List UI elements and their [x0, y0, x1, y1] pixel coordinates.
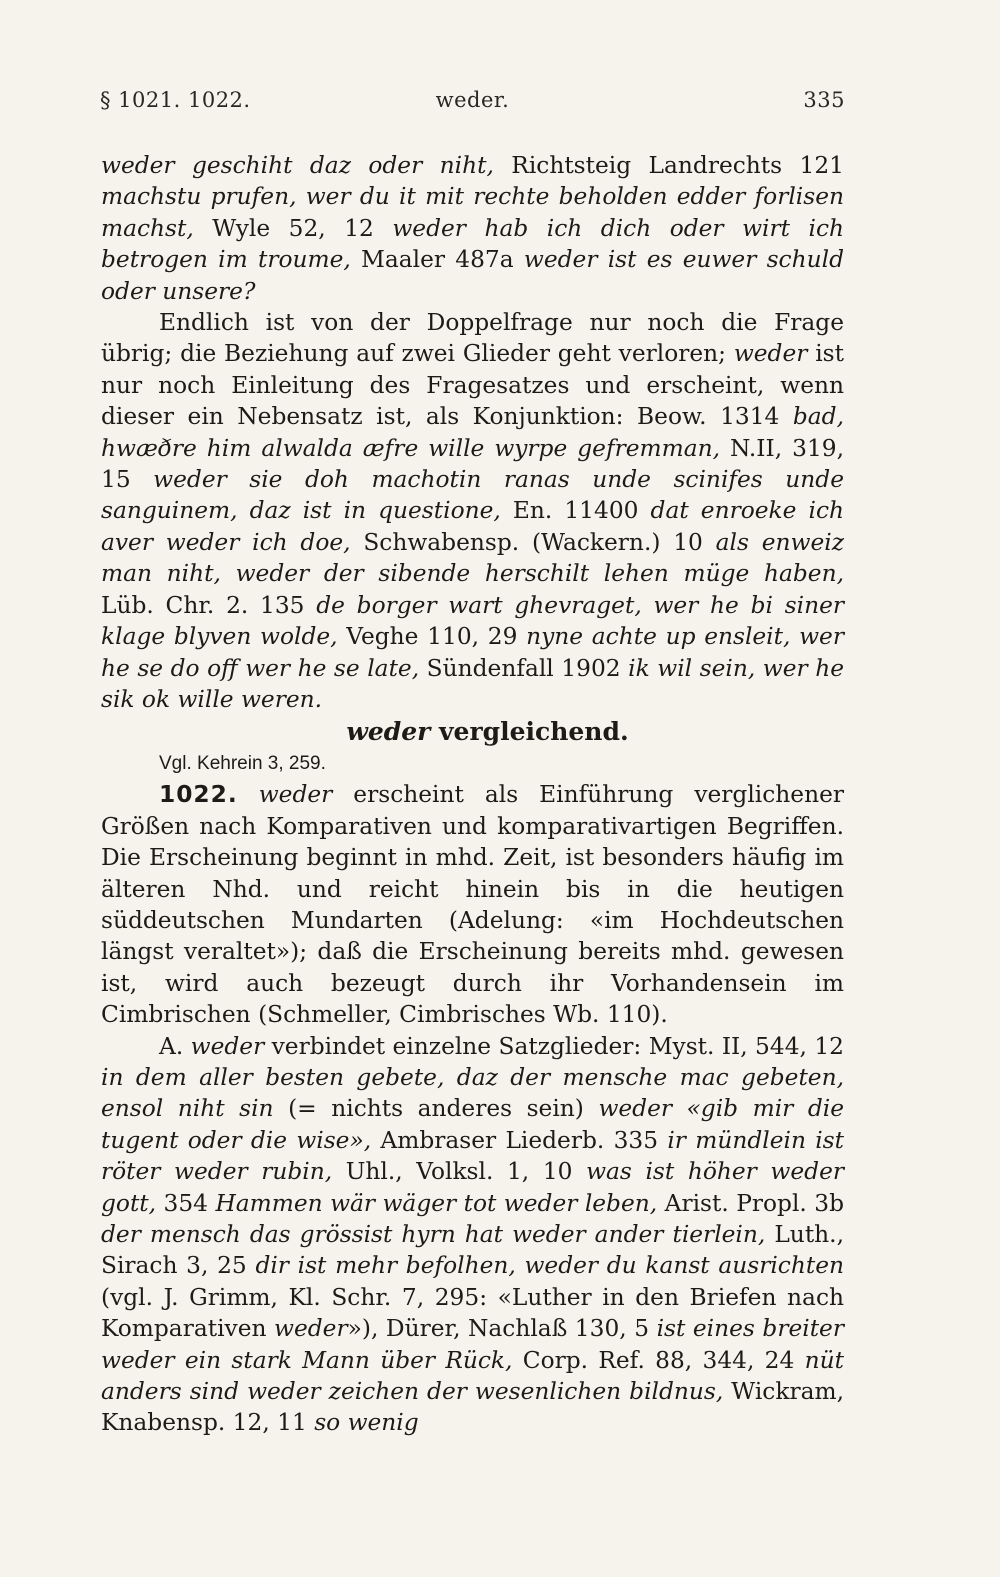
italic-run: weder	[258, 781, 333, 809]
italic-run: weder	[733, 340, 808, 368]
body-text	[101, 150, 844, 1439]
reference-note: Vgl. Kehrein 3, 259.	[159, 753, 326, 775]
italic-run: als enweiz man niht, weder der sibende herschilt lehen müge haben,	[101, 528, 845, 588]
italic-run: weder «gib mir die tugent oder die wise»,	[101, 1095, 844, 1154]
text-run: Wickram, Knabensp. 12, 11	[101, 1378, 844, 1437]
italic-run: machstu prufen, wer du it mit rechte beholden edder forlisen machst,	[101, 183, 844, 242]
italic-run: der mensch das grössist hyrn hat weder ander tierlein,	[101, 1221, 766, 1248]
italic-run: ist eines breiter weder ein stark Mann über Rück,	[101, 1315, 844, 1374]
paragraph-1022	[101, 779, 844, 1030]
text-run: Richtsteig Landrechts 121	[493, 152, 844, 179]
text-run: Ambraser Liederb. 335	[371, 1126, 668, 1154]
text-run: Corp. Ref. 88, 344, 24	[512, 1346, 805, 1374]
text-run: Wyle 52, 12	[193, 214, 393, 242]
text-run: En. 11400	[500, 497, 651, 525]
running-head	[100, 88, 845, 112]
section-heading	[101, 715, 844, 749]
section-range: § 1021. 1022.	[100, 88, 251, 112]
italic-run: ir mündlein ist röter weder rubin,	[101, 1126, 845, 1186]
paragraph-examples	[101, 150, 844, 307]
italic-run: de borger wart ghevraget, wer he bi siner klage blyven wolde,	[101, 591, 845, 651]
text-run: Arist. Propl. 3b	[657, 1189, 844, 1217]
italic-run: ik wil sein, wer he sik ok wille weren.	[101, 654, 844, 713]
paragraph-conjunction	[101, 307, 844, 715]
text-run	[238, 781, 259, 808]
text-run: Luth., Sirach 3, 25	[101, 1221, 844, 1280]
italic-run: weder	[274, 1315, 348, 1343]
page-keyword: weder.	[435, 88, 510, 112]
text-run: N.II, 319, 15	[101, 434, 844, 494]
italic-run: nyne achte up ensleit, wer he se do off wer he se late,	[101, 623, 844, 682]
text-run: ist nur noch Einleitung des Fragesatzes und erscheint, wenn dieser ein Nebensatz ist, als Konjunktion: Beow. 1314	[101, 340, 844, 431]
italic-run: dat enroeke ich aver weder ich doe,	[101, 497, 845, 556]
text-run: Lüb. Chr. 2. 135	[101, 591, 317, 619]
italic-run: weder	[190, 1032, 265, 1060]
italic-run: weder sie doh machotin ranas unde scinifes unde sanguinem, daz ist in questione,	[101, 466, 844, 525]
section-number: 1022.	[159, 781, 238, 809]
italic-run: weder geschiht daz oder niht,	[101, 152, 494, 179]
italic-run: in dem aller besten gebete, daz der mensche mac gebeten, ensol niht sin	[101, 1063, 844, 1123]
text-run: Uhl., Volksl. 1, 10	[332, 1158, 587, 1186]
text-run: Endlich ist von der Doppelfrage nur noch die Frage übrig; die Beziehung auf zwei Glieder geht verloren;	[101, 309, 844, 368]
italic-run: weder ist es euwer schuld oder unsere?	[101, 246, 844, 305]
page-number: 335	[803, 88, 845, 112]
text-run: (= nichts anderes sein)	[273, 1095, 599, 1123]
italic-run: was ist höher weder gott,	[101, 1158, 844, 1217]
italic-run: Hammen wär wäger tot weder leben,	[215, 1189, 658, 1217]
text-run: »), Dürer, Nachlaß 130, 5	[347, 1315, 657, 1343]
paragraph-a	[101, 1031, 844, 1439]
text-run: erscheint als Einführung verglichener Größen nach Komparativen und komparativartigen Begriffen. Die Erscheinung beginnt in mhd. Zeit, ist besonders häufig im älteren Nhd. und reicht hinein bis in die heutigen süddeutschen Mundarten (Adelung: «im Hochdeutschen längst veraltet»); daß die Erscheinung bereits mhd. gewesen ist, wird auch bezeugt durch ihr Vorhandensein im Cimbrischen (Schmeller, Cimbrisches Wb. 110).	[101, 781, 844, 1029]
text-run: 354	[156, 1189, 216, 1217]
italic-run: weder hab ich dich oder wirt ich betrogen im troume,	[101, 214, 844, 274]
italic-run: bad, hwæðre him alwalda æfre wille wyrpe gefremman,	[101, 403, 844, 462]
italic-run: dir ist mehr befolhen, weder du kanst ausrichten	[255, 1252, 844, 1280]
italic-run: so wenig	[314, 1409, 419, 1437]
heading-italic: weder	[346, 717, 431, 747]
text-run: verbindet einzelne Satzglieder: Myst. II, 544, 12	[264, 1032, 844, 1060]
italic-run: nüt anders sind weder zeichen der wesenlichen bildnus,	[101, 1346, 844, 1406]
text-run: Maaler 487a	[350, 246, 524, 274]
text-run: Schwabensp. (Wackern.) 10	[350, 528, 716, 556]
text-run: Sündenfall 1902	[419, 654, 629, 682]
text-run: (vgl. J. Grimm, Kl. Schr. 7, 295: «Luther in den Briefen nach Komparativen	[101, 1283, 844, 1343]
heading-rest: vergleichend.	[430, 717, 629, 747]
text-run: Veghe 110, 29	[337, 623, 527, 651]
text-run: A.	[159, 1032, 191, 1060]
